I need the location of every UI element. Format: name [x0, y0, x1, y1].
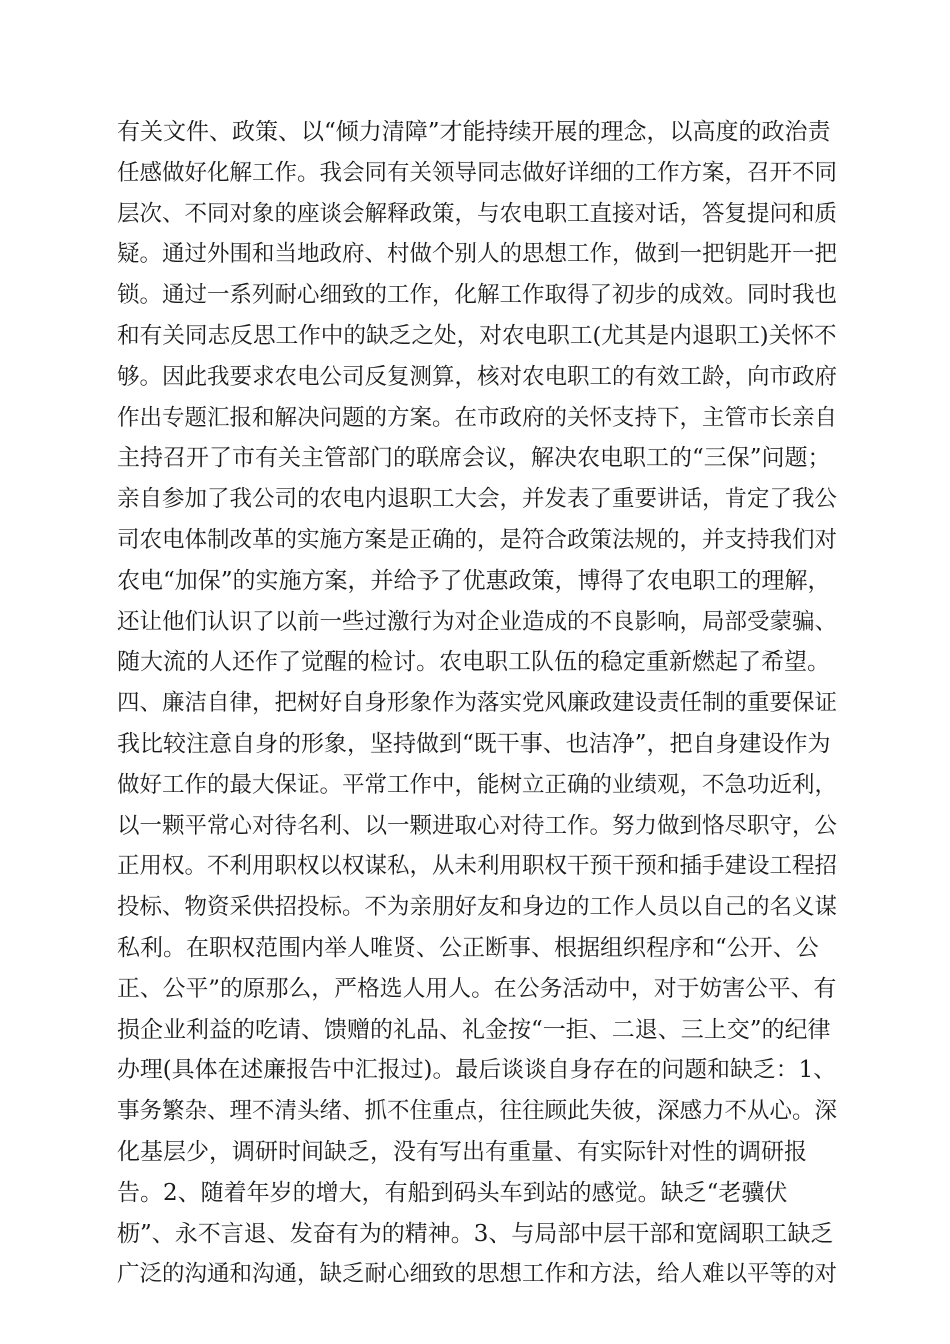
text-line-21: 私利。在职权范围内举人唯贤、公正断事、根据组织程序和“公开、公 [117, 934, 819, 961]
text-line-1: 有关文件、政策、以“倾力清障”才能持续开展的理念，以高度的政治责 [117, 119, 831, 145]
text-line-5: 锁。通过一系列耐心细致的工作，化解工作取得了初步的成效。同时我也 [117, 282, 838, 309]
text-line-8: 作出专题汇报和解决问题的方案。在市政府的关怀支持下，主管市长亲自 [117, 404, 838, 431]
text-line-26: 化基层少，调研时间缺乏，没有写出有重量、有实际针对性的调研报 [117, 1138, 807, 1165]
text-line-29: 广泛的沟通和沟通，缺乏耐心细致的思想工作和方法，给人难以平等的对 [117, 1261, 838, 1288]
section-heading-4: 四、廉洁自律，把树好自身形象作为落实党风廉政建设责任制的重要保证 [117, 690, 838, 717]
body-text [117, 112, 837, 1295]
text-line-20: 投标、物资采供招投标。不为亲朋好友和身边的工作人员以自己的名义谋 [117, 894, 838, 921]
text-line-7: 够。因此我要求农电公司反复测算，核对农电职工的有效工龄，向市政府 [117, 363, 838, 390]
text-line-16: 我比较注意自身的形象，坚持做到“既干事、也洁净”，把自身建设作为 [117, 730, 831, 757]
text-line-27: 告。2、随着年岁的增大，有船到码头车到站的感觉。缺乏“老骥伏 [117, 1179, 788, 1206]
text-line-13: 还让他们认识了以前一些过激行为对企业造成的不良影响，局部受蒙骗、 [117, 608, 838, 635]
text-line-17: 做好工作的最大保证。平常工作中，能树立正确的业绩观，不急功近利， [117, 771, 838, 798]
text-line-14: 随大流的人还作了觉醒的检讨。农电职工队伍的稳定重新燃起了希望。 [117, 649, 830, 676]
text-line-19: 正用权。不利用职权以权谋私，从未利用职权干预干预和插手建设工程招 [117, 853, 838, 880]
text-line-18: 以一颗平常心对待名利、以一颗进取心对待工作。努力做到恪尽职守，公 [117, 812, 838, 839]
text-line-23: 损企业利益的吃请、馈赠的礼品、礼金按“一拒、二退、三上交”的纪律 [117, 1016, 831, 1043]
text-line-10: 亲自参加了我公司的农电内退职工大会，并发表了重要讲话，肯定了我公 [117, 486, 838, 513]
text-line-3: 层次、不同对象的座谈会解释政策，与农电职工直接对话，答复提问和质 [117, 200, 838, 227]
text-line-24: 办理(具体在述廉报告中汇报过)。最后谈谈自身存在的问题和缺乏：1、 [117, 1057, 837, 1084]
text-line-9: 主持召开了市有关主管部门的联席会议，解决农电职工的“三保”问题； [117, 445, 831, 472]
text-line-11: 司农电体制改革的实施方案是正确的，是符合政策法规的，并支持我们对 [117, 526, 838, 553]
text-line-6: 和有关同志反思工作中的缺乏之处，对农电职工(尤其是内退职工)关怀不 [117, 322, 837, 349]
text-line-22: 正、公平”的原那么，严格选人用人。在公务活动中，对于妨害公平、有 [117, 975, 837, 1002]
text-line-2: 任感做好化解工作。我会同有关领导同志做好详细的工作方案，召开不同 [117, 159, 838, 186]
text-line-25: 事务繁杂、理不清头绪、抓不住重点，往往顾此失彼，深感力不从心。深 [117, 1098, 838, 1125]
text-line-4: 疑。通过外围和当地政府、村做个别人的思想工作，做到一把钥匙开一把 [117, 241, 838, 268]
text-line-28: 枥”、永不言退、发奋有为的精神。3、与局部中层干部和宽阔职工缺乏 [117, 1220, 834, 1247]
text-line-12: 农电“加保”的实施方案，并给予了优惠政策，博得了农电职工的理解， [117, 567, 831, 594]
